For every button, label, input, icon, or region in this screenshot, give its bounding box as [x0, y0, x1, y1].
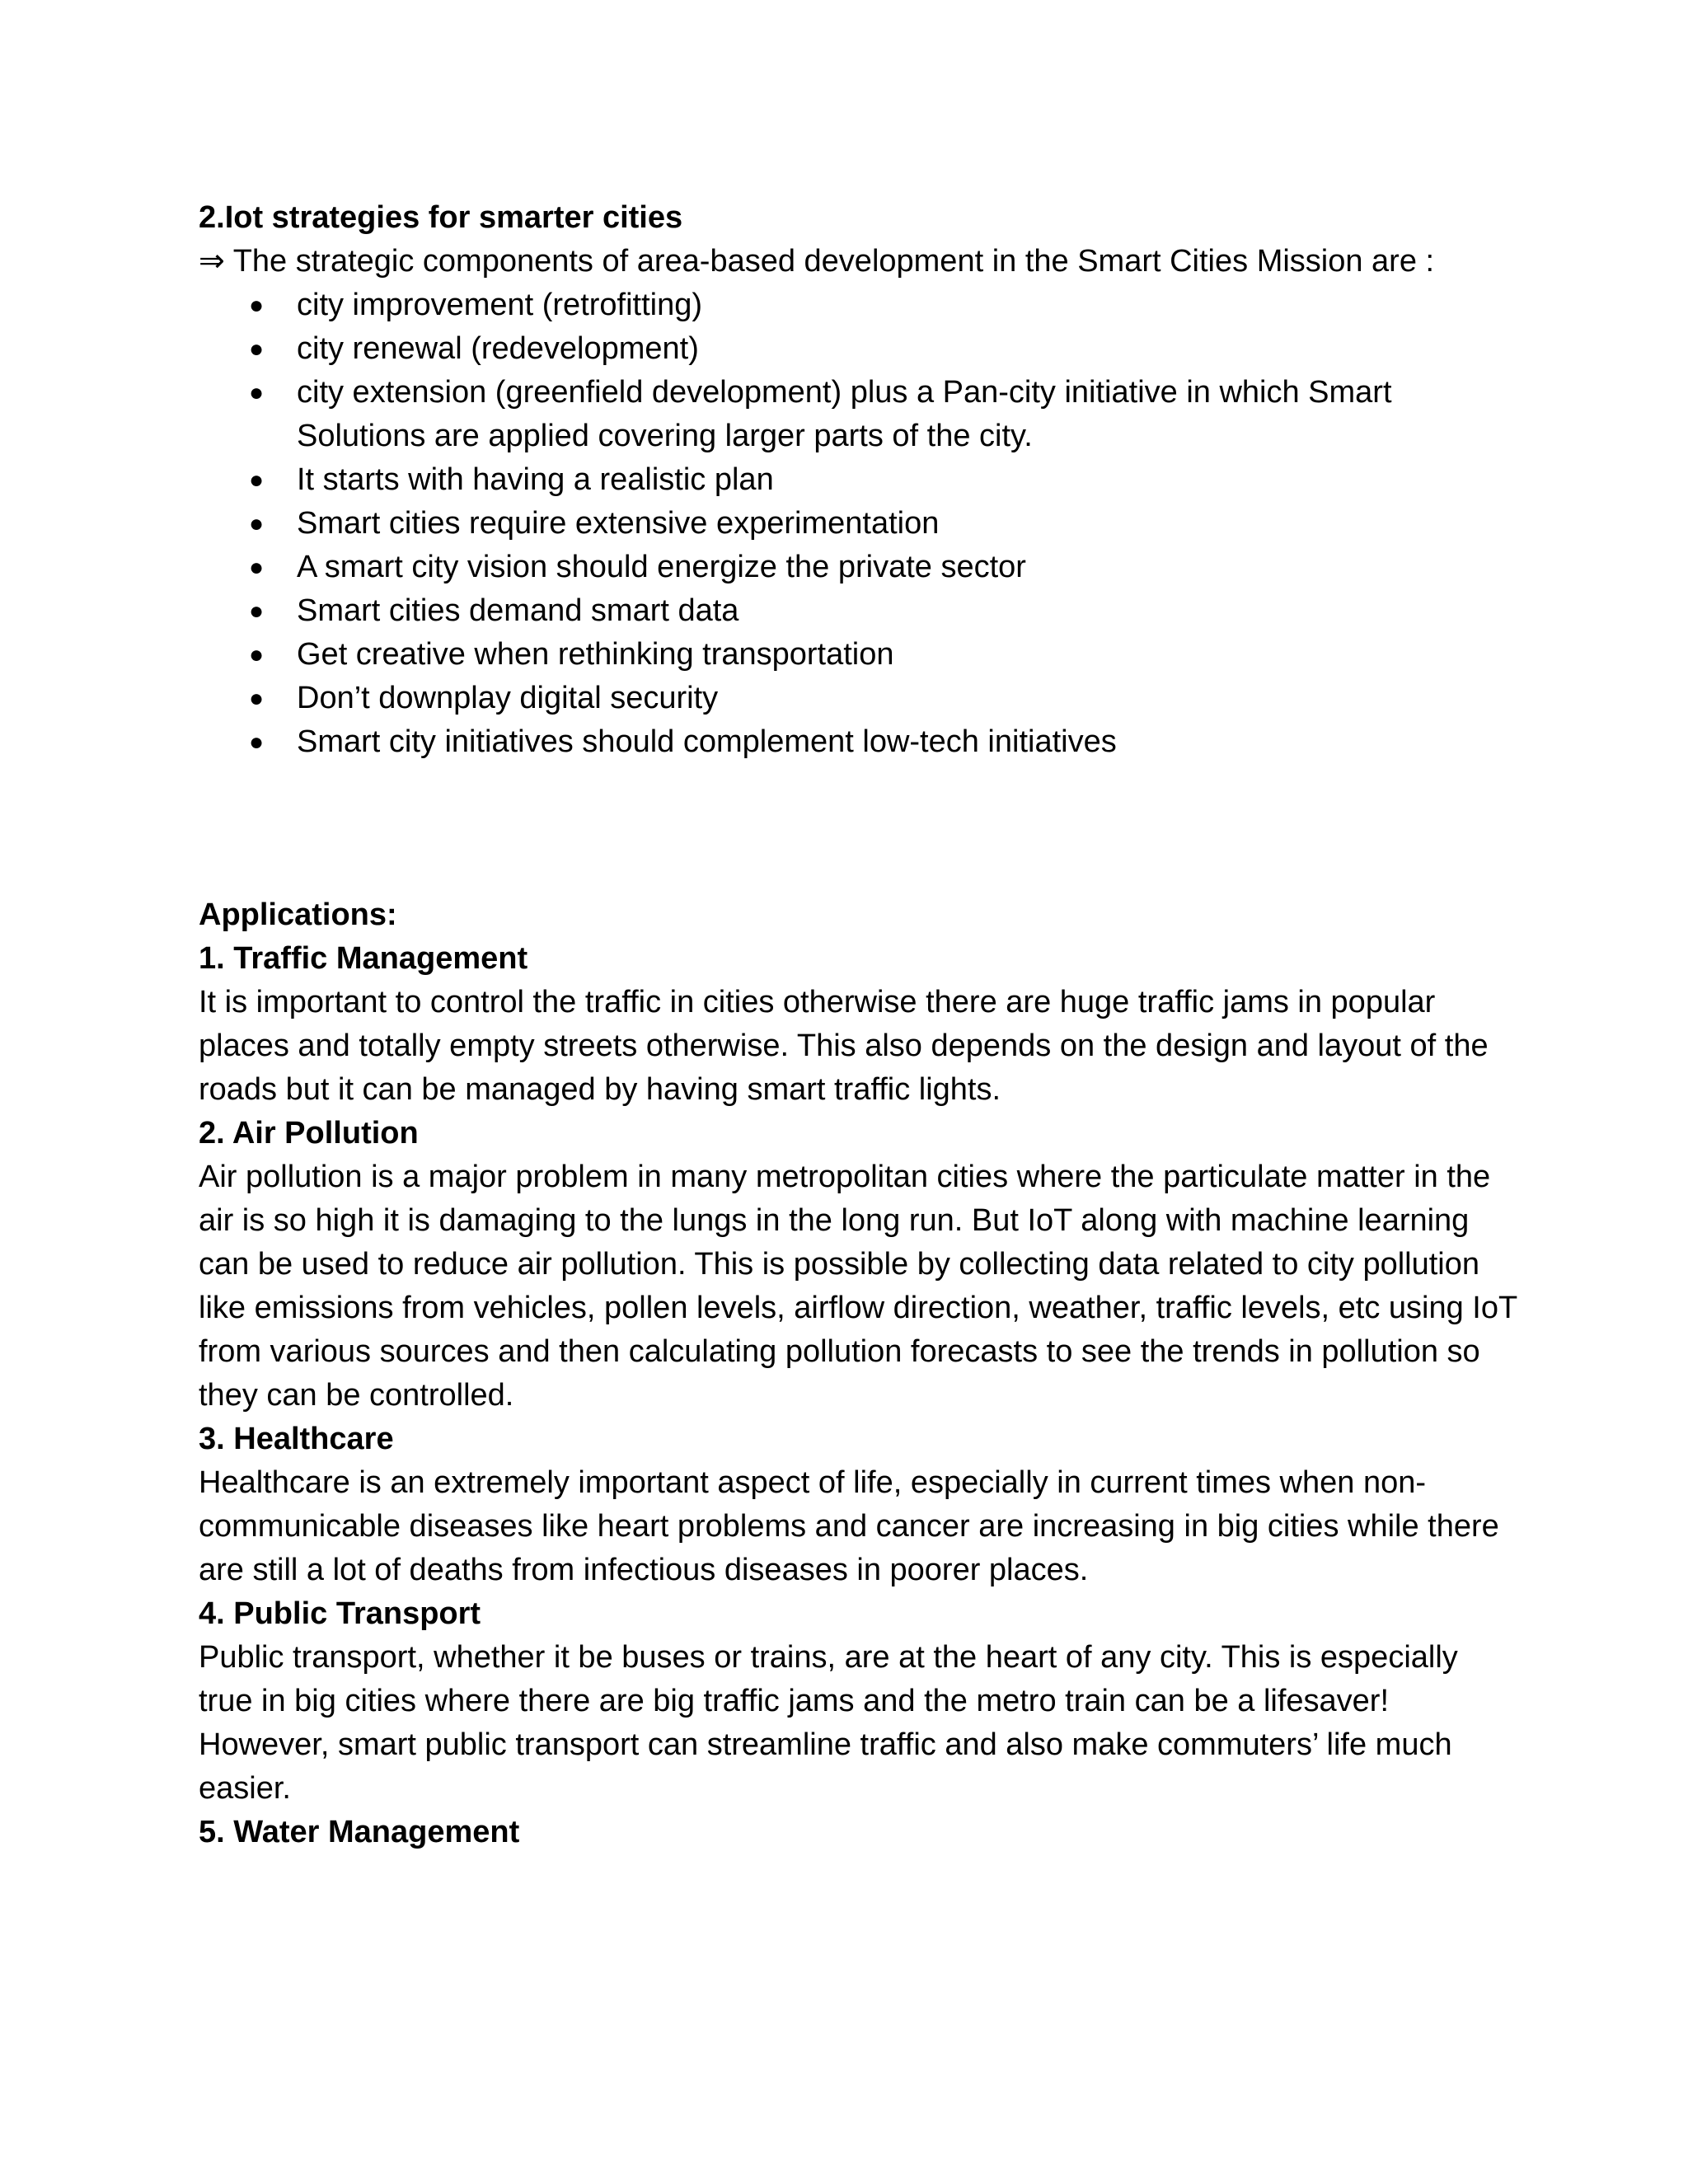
- section-heading: 2.Iot strategies for smarter cities: [199, 200, 683, 235]
- applications-heading: Applications:: [199, 898, 397, 932]
- list-item-text: Smart city initiatives should complement low-tech initiatives: [297, 724, 1117, 759]
- application-body: It is important to control the traffic in cities otherwise there are huge traffic jams in popular places and totally empty streets otherwise. This also depends on the design and layout of the roads but it can be managed by having smart traffic lights.: [199, 985, 1489, 1107]
- list-item: [199, 720, 1517, 764]
- list-item: [199, 327, 1517, 371]
- bullet-icon: ●: [249, 292, 265, 319]
- application-title: 2. Air Pollution: [199, 1116, 419, 1151]
- list-item: [199, 677, 1517, 720]
- list-item: [199, 633, 1517, 677]
- bullet-icon: ●: [249, 598, 265, 625]
- application-body: Public transport, whether it be buses or trains, are at the heart of any city. This is especially true in big cities where there are big traffic jams and the metro train can be a lifesaver! However, smart public transport can streamline traffic and also make commuters’ life much easier.: [199, 1640, 1458, 1806]
- list-item: [199, 502, 1517, 546]
- list-item: [199, 284, 1517, 327]
- intro-paragraph: ⇒ The strategic components of area-based development in the Smart Cities Mission are :: [199, 244, 1435, 279]
- bullet-icon: ●: [249, 466, 265, 494]
- strategies-list: [199, 284, 1517, 764]
- list-item: [199, 589, 1517, 633]
- list-item-text: Don’t downplay digital security: [297, 681, 719, 715]
- list-item: [199, 546, 1517, 589]
- application-title: 4. Public Transport: [199, 1596, 481, 1631]
- list-item-text: city extension (greenfield development) plus a Pan-city initiative in which Smart Solutions are applied covering larger parts of the city.: [297, 375, 1392, 453]
- list-item-text: city renewal (redevelopment): [297, 331, 699, 366]
- application-title: 5. Water Management: [199, 1815, 520, 1849]
- list-item-text: city improvement (retrofitting): [297, 288, 703, 322]
- bullet-icon: ●: [249, 510, 265, 537]
- list-item-text: It starts with having a realistic plan: [297, 462, 774, 497]
- bullet-icon: ●: [249, 554, 265, 581]
- list-item-text: Smart cities require extensive experimentation: [297, 506, 940, 541]
- list-item: [199, 371, 1517, 458]
- bullet-icon: ●: [249, 335, 265, 363]
- bullet-icon: ●: [249, 729, 265, 756]
- list-item-text: Smart cities demand smart data: [297, 593, 739, 628]
- application-title: 3. Healthcare: [199, 1422, 394, 1456]
- application-body: Healthcare is an extremely important aspect of life, especially in current times when non-communicable diseases like heart problems and cancer are increasing in big cities while there are still a lot of deaths from infectious diseases in poorer places.: [199, 1465, 1499, 1587]
- section-spacer: [199, 764, 1517, 893]
- document-content: [199, 196, 1517, 1854]
- list-item-text: Get creative when rethinking transportation: [297, 637, 894, 672]
- bullet-icon: ●: [249, 685, 265, 712]
- list-item-text: A smart city vision should energize the private sector: [297, 550, 1026, 584]
- application-body: Air pollution is a major problem in many metropolitan cities where the particulate matter in the air is so high it is damaging to the lungs in the long run. But IoT along with machine learning can be used to reduce air pollution. This is possible by collecting data related to city pollution like emissions from vehicles, pollen levels, airflow direction, weather, traffic levels, etc using IoT from various sources and then calculating pollution forecasts to see the trends in pollution so they can be controlled.: [199, 1160, 1517, 1413]
- bullet-icon: ●: [249, 641, 265, 668]
- bullet-icon: ●: [249, 379, 265, 406]
- application-title: 1. Traffic Management: [199, 941, 528, 976]
- list-item: [199, 458, 1517, 502]
